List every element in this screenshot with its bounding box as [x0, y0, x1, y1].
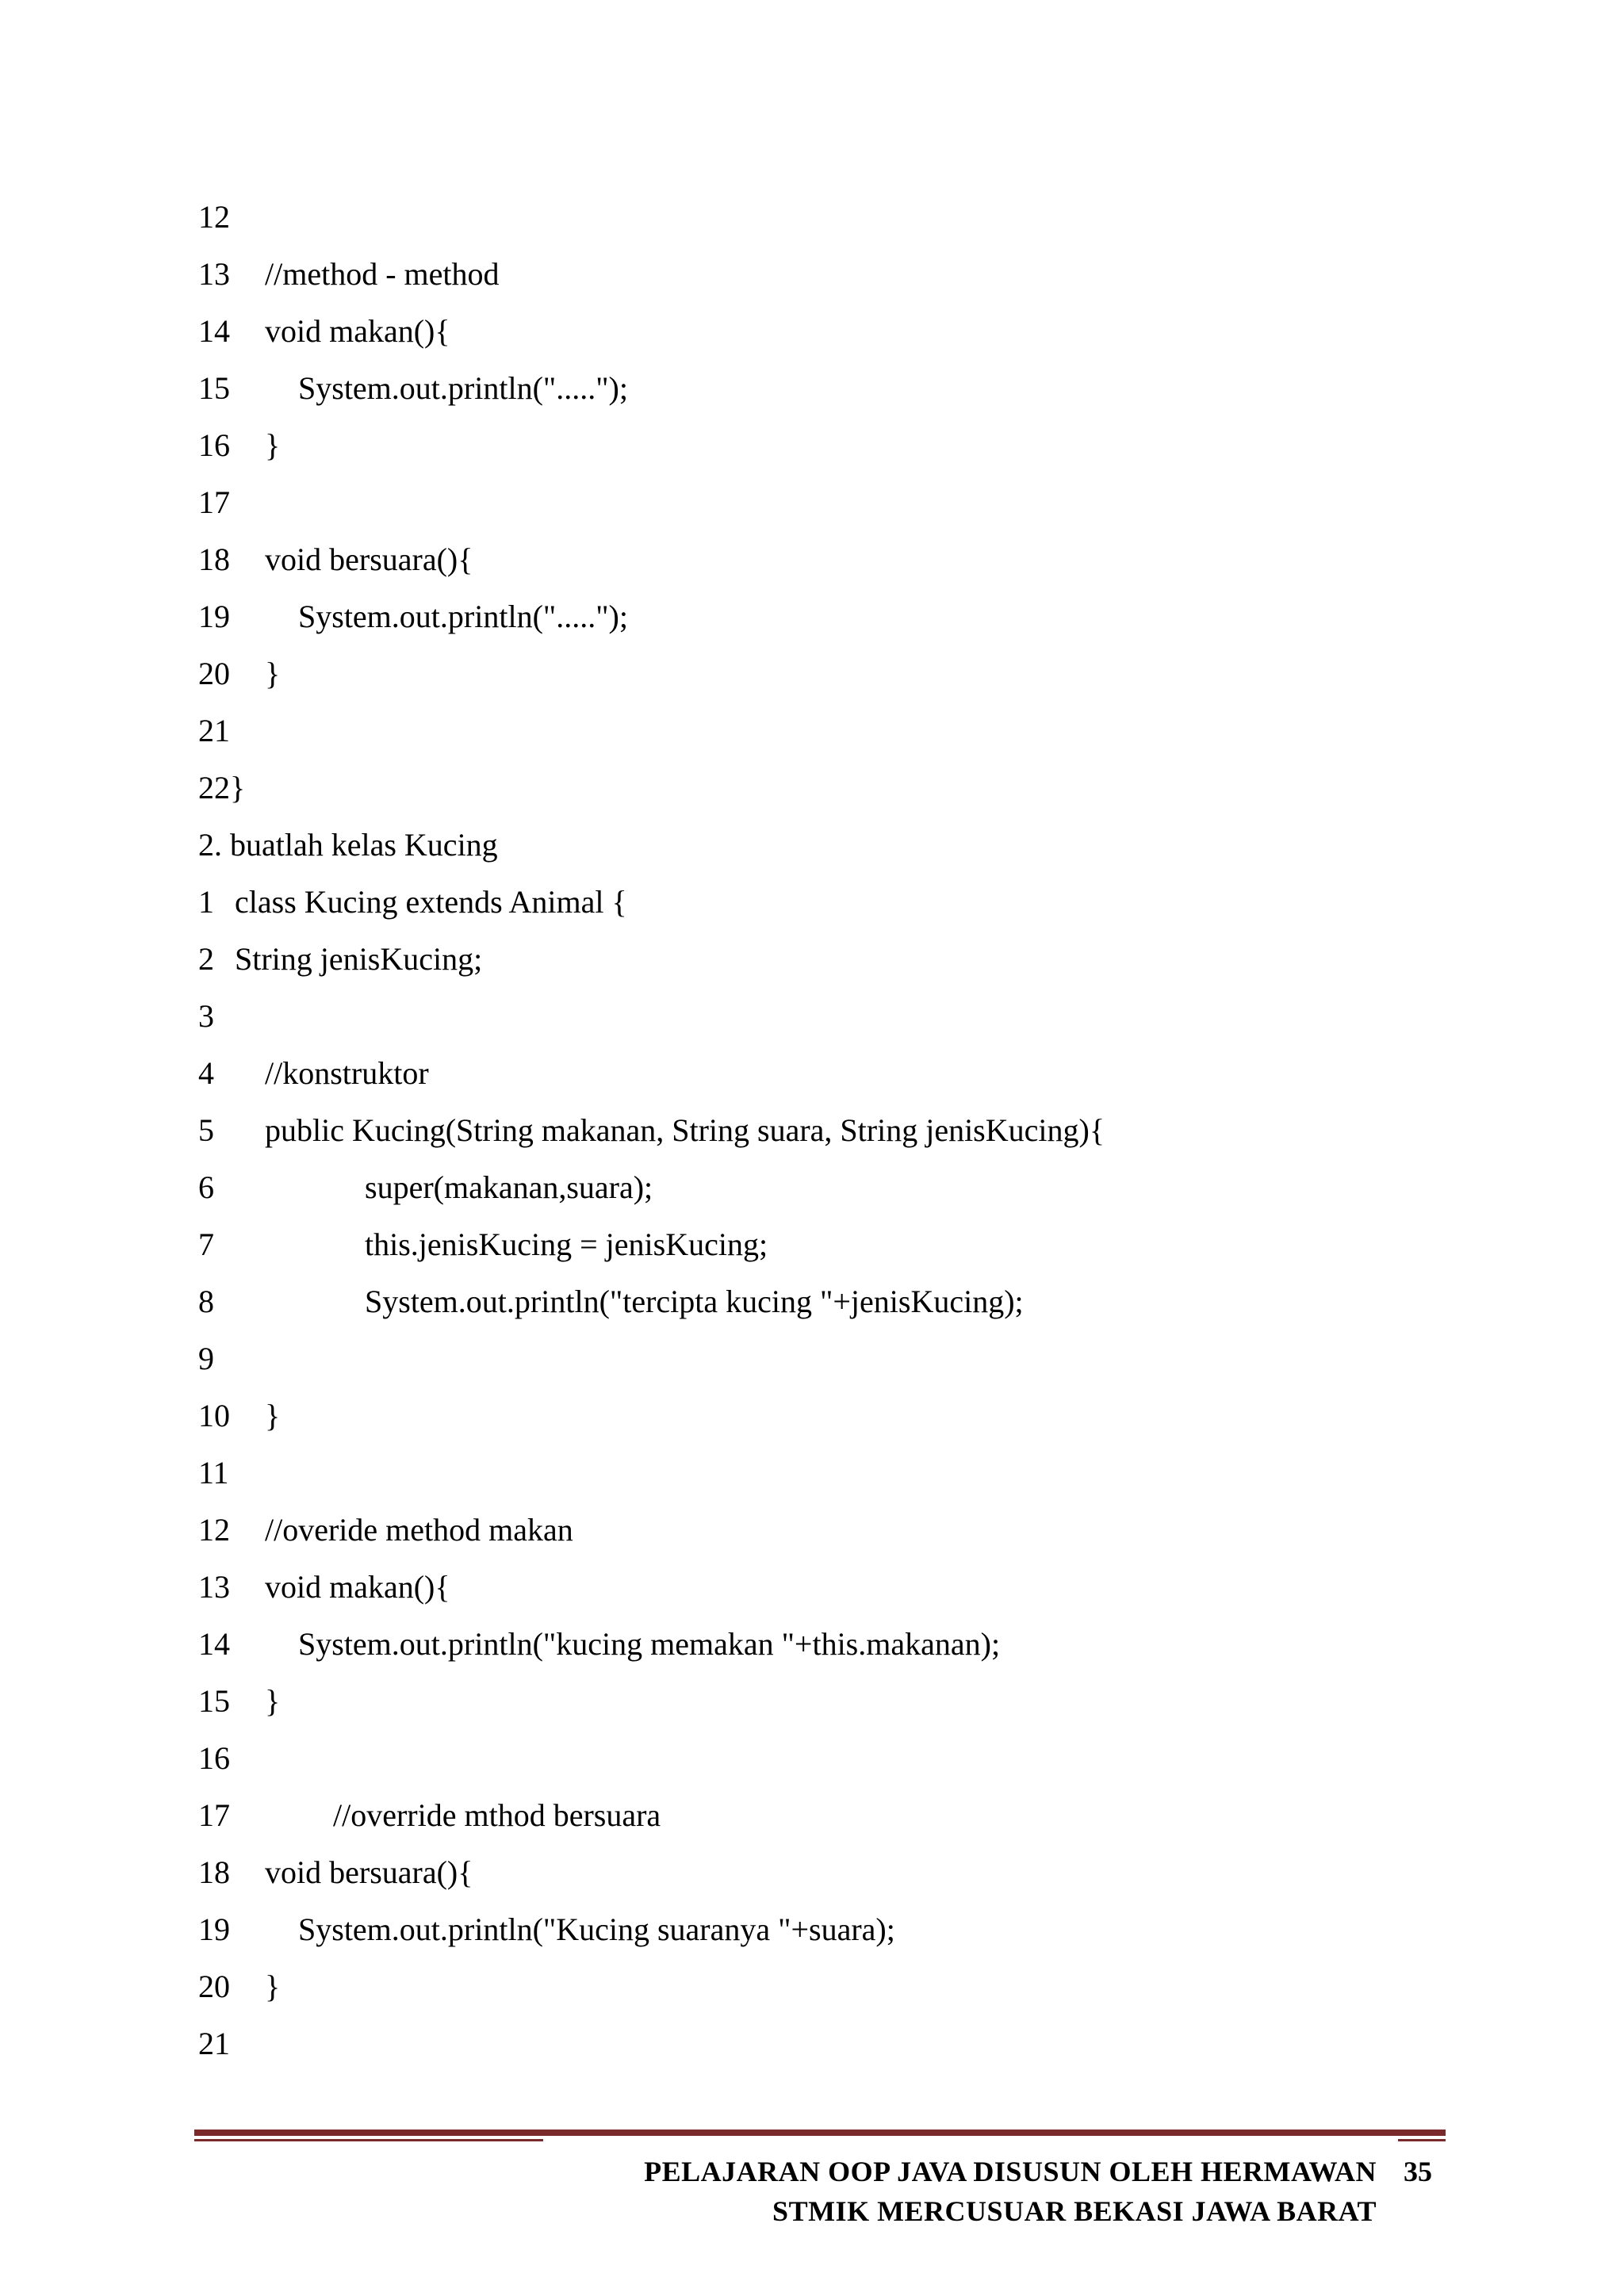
line-number: 21 [198, 713, 230, 748]
code-text: class Kucing extends Animal { [235, 884, 627, 920]
code-text: //method - method [265, 256, 500, 292]
code-text: } [265, 656, 281, 691]
line-number: 3 [198, 998, 214, 1034]
line-number: 14 [198, 313, 230, 349]
code-line [198, 1510, 1467, 1567]
line-number: 13 [198, 256, 230, 292]
code-text: void bersuara(){ [265, 541, 473, 577]
code-line [198, 2023, 1467, 2080]
code-line [198, 197, 1467, 254]
code-text: } [265, 1398, 281, 1433]
line-number: 17 [198, 484, 230, 520]
line-number: 18 [198, 541, 230, 577]
code-text: //override mthod bersuara [333, 1797, 661, 1833]
code-text: System.out.println("kucing memakan "+this.makanan); [298, 1626, 1001, 1662]
code-text: } [265, 427, 281, 463]
code-line [198, 1167, 1467, 1224]
line-number: 9 [198, 1341, 214, 1376]
footer-line-2: STMIK MERCUSUAR BEKASI JAWA BARAT [772, 2195, 1377, 2227]
line-number: 15 [198, 1683, 230, 1719]
line-number: 16 [198, 1740, 230, 1776]
line-number: 5 [198, 1112, 214, 1148]
footer-text [555, 2152, 1377, 2231]
line-number: 12 [198, 1512, 230, 1548]
line-number: 20 [198, 656, 230, 691]
line-number: 19 [198, 599, 230, 634]
code-line [198, 1281, 1467, 1338]
code-line [198, 1110, 1467, 1167]
code-text: super(makanan,suara); [365, 1169, 653, 1205]
code-text: void bersuara(){ [265, 1854, 473, 1890]
code-text: System.out.println("....."); [298, 599, 628, 634]
code-line [198, 1338, 1467, 1395]
code-text: String jenisKucing; [235, 941, 483, 977]
code-line [198, 1567, 1467, 1624]
footer-rule-thin-left [194, 2139, 543, 2141]
line-number: 6 [198, 1169, 214, 1205]
line-number: 2 [198, 941, 214, 977]
line-number: 15 [198, 370, 230, 406]
code-line [198, 1852, 1467, 1909]
code-line [198, 939, 1467, 996]
code-text: //konstruktor [265, 1055, 429, 1091]
code-line [198, 254, 1467, 311]
code-line [198, 1395, 1467, 1452]
line-number: 16 [198, 427, 230, 463]
code-line [198, 1681, 1467, 1738]
code-line [198, 825, 1467, 882]
line-number: 4 [198, 1055, 214, 1091]
line-number: 19 [198, 1911, 230, 1947]
code-text: System.out.println("Kucing suaranya "+suara); [298, 1911, 895, 1947]
code-line [198, 311, 1467, 368]
page-number: 35 [1404, 2156, 1432, 2187]
line-number: 21 [198, 2026, 230, 2061]
code-text: void makan(){ [265, 313, 450, 349]
code-text: void makan(){ [265, 1569, 450, 1605]
line-number: 17 [198, 1797, 230, 1833]
line-number: 8 [198, 1284, 214, 1319]
code-text: System.out.println("....."); [298, 370, 628, 406]
code-line [198, 710, 1467, 767]
code-line [198, 1452, 1467, 1510]
code-line [198, 425, 1467, 482]
footer-line-1: PELAJARAN OOP JAVA DISUSUN OLEH HERMAWAN [644, 2156, 1377, 2187]
code-line [198, 368, 1467, 425]
line-number: 18 [198, 1854, 230, 1890]
code-text: } [265, 1969, 281, 2004]
line-number: 20 [198, 1969, 230, 2004]
code-line [198, 767, 1467, 825]
line-number: 22} [198, 770, 246, 806]
code-line [198, 539, 1467, 596]
code-line [198, 1224, 1467, 1281]
code-line [198, 1738, 1467, 1795]
footer-rule-thick [194, 2130, 1446, 2136]
code-line [198, 1624, 1467, 1681]
line-number: 7 [198, 1226, 214, 1262]
line-number: 13 [198, 1569, 230, 1605]
code-line [198, 1053, 1467, 1110]
code-line [198, 1909, 1467, 1966]
code-line [198, 596, 1467, 653]
line-number: 2. buatlah kelas Kucing [198, 827, 498, 863]
code-line [198, 1966, 1467, 2023]
line-number: 1 [198, 884, 214, 920]
code-text: this.jenisKucing = jenisKucing; [365, 1226, 768, 1262]
code-line [198, 882, 1467, 939]
code-line [198, 482, 1467, 539]
code-line [198, 1795, 1467, 1852]
footer-rule-thin-right [1398, 2139, 1446, 2141]
line-number: 12 [198, 199, 230, 235]
code-text: public Kucing(String makanan, String suara, String jenisKucing){ [265, 1112, 1105, 1148]
code-text: //overide method makan [265, 1512, 573, 1548]
line-number: 10 [198, 1398, 230, 1433]
code-line [198, 996, 1467, 1053]
footer-rule [194, 2130, 1446, 2147]
line-number: 14 [198, 1626, 230, 1662]
line-number: 11 [198, 1455, 229, 1490]
code-text: } [265, 1683, 281, 1719]
code-line [198, 653, 1467, 710]
code-listing [198, 197, 1467, 2080]
code-text: System.out.println("tercipta kucing "+jenisKucing); [365, 1284, 1024, 1319]
